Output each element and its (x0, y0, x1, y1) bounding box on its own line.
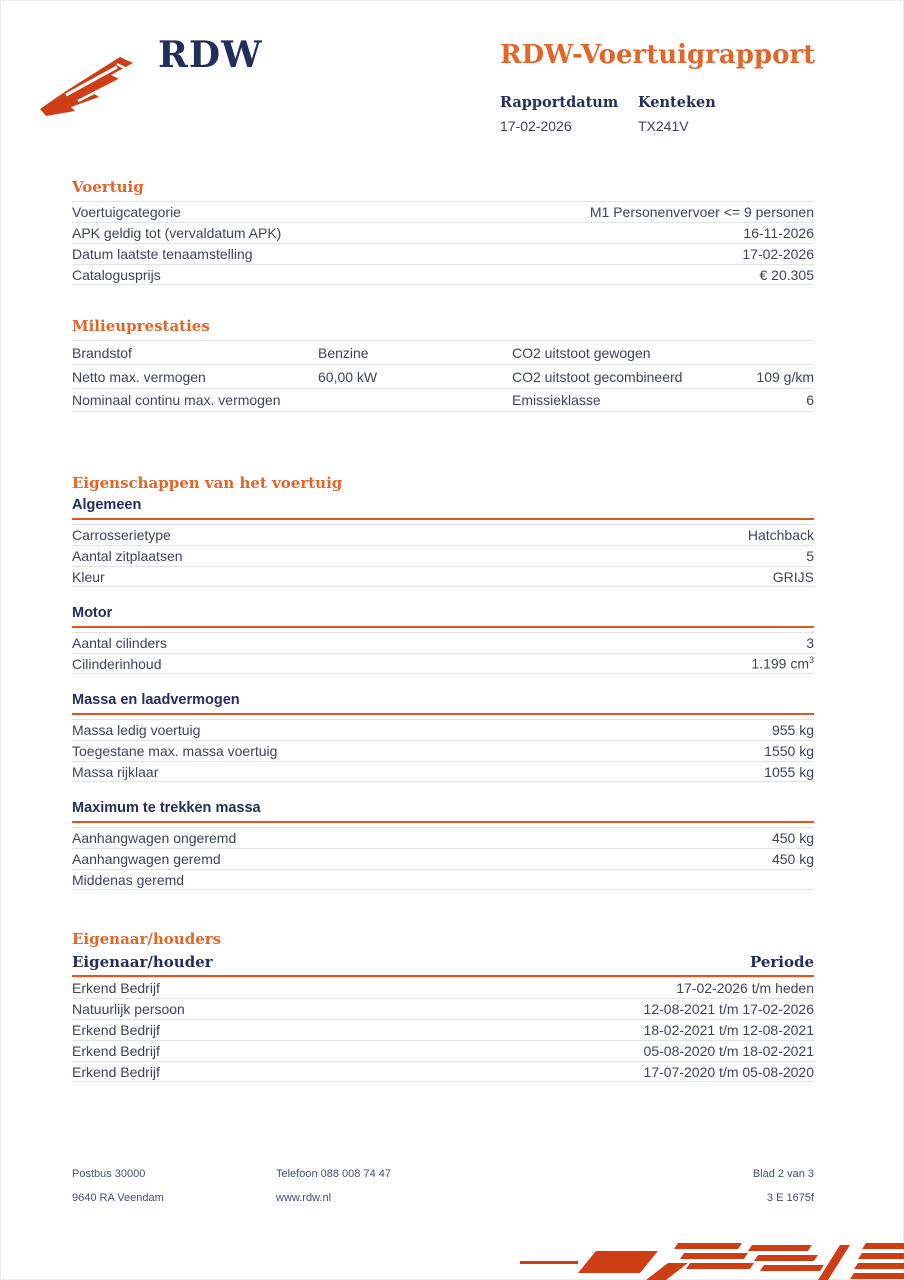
table-row (72, 848, 814, 869)
table-row (72, 364, 814, 388)
row-label: Voertuigcategorie (72, 204, 181, 220)
license-plate (638, 94, 776, 134)
section-heading: Eigenaar/houders (72, 930, 222, 948)
table-row (72, 977, 814, 998)
table-row (72, 761, 814, 782)
table-row (72, 264, 814, 285)
subsection-heading-massa: Massa en laadvermogen (72, 692, 814, 715)
table-row (72, 869, 814, 890)
row-label: Aantal cilinders (72, 635, 167, 651)
row-value: 450 kg (771, 830, 814, 846)
footer-phone: Telefoon 088 008 74 47 (276, 1168, 391, 1180)
row-value: € 20.305 (759, 266, 814, 283)
row-label: Nominaal continu max. vermogen (72, 392, 281, 408)
footer-website: www.rdw.nl (276, 1192, 332, 1204)
report-date-value: 17-02-2026 (500, 118, 572, 134)
section-heading: Milieuprestaties (72, 317, 210, 335)
owner-name: Natuurlijk persoon (72, 1001, 185, 1017)
table-row (72, 566, 814, 587)
owner-name: Erkend Bedrijf (72, 1063, 160, 1080)
footer-page-info (753, 1168, 814, 1216)
report-body (72, 178, 814, 1082)
subsection-heading-trekken-massa: Maximum te trekken massa (72, 800, 814, 823)
row-label: Aantal zitplaatsen (72, 548, 183, 564)
rdw-feather-logo-icon (38, 46, 138, 120)
table-row (72, 524, 814, 545)
section-milieuprestaties (72, 317, 814, 412)
table-row (72, 388, 814, 412)
subsection-heading-motor: Motor (72, 605, 814, 628)
rdw-wordmark: RDW (158, 34, 263, 76)
table-row (72, 1061, 814, 1082)
row-value: M1 Personenvervoer <= 9 personen (589, 204, 814, 220)
report-date-label: Rapportdatum (500, 94, 619, 111)
row-label: Aanhangwagen ongeremd (72, 830, 237, 846)
footer-address (72, 1168, 164, 1216)
row-value: 109 g/km (756, 368, 814, 385)
table-row (72, 998, 814, 1019)
row-label: Toegestane max. massa voertuig (72, 743, 278, 759)
section-heading: Voertuig (72, 178, 144, 196)
row-label: Cilinderinhoud (72, 655, 162, 672)
section-eigenaar-houders (72, 930, 814, 1082)
page-footer (72, 1168, 814, 1216)
owners-table-header (72, 953, 814, 977)
table-row (72, 201, 814, 222)
owner-name: Erkend Bedrijf (72, 1043, 160, 1059)
row-value: 1.199 $cm^3$ (751, 655, 814, 672)
table-row (72, 340, 814, 364)
row-label: Carrosserietype (72, 527, 171, 543)
row-value: 1055 kg (764, 763, 814, 780)
owner-period: 17-07-2020 t/m 05-08-2020 (643, 1063, 814, 1080)
row-label: CO2 uitstoot gecombineerd (512, 368, 683, 385)
table-row (72, 1019, 814, 1040)
row-value: 450 kg (771, 851, 814, 867)
row-label: Massa ledig voertuig (72, 722, 201, 738)
table-row (72, 653, 814, 674)
table-row (72, 827, 814, 848)
column-header-owner: Eigenaar/houder (72, 953, 213, 971)
footer-contact (276, 1168, 391, 1216)
page-title: RDW-Voertuigrapport (500, 40, 816, 70)
owner-period: 17-02-2026 t/m heden (676, 980, 814, 996)
license-plate-value: TX241V (638, 118, 689, 134)
superscript: 3 (808, 655, 814, 666)
report-meta (500, 94, 776, 134)
row-value: 6 (806, 392, 814, 408)
subsection-heading-algemeen: Algemeen (72, 497, 814, 520)
section-heading: Eigenschappen van het voertuig (72, 474, 343, 492)
row-value: 1550 kg (764, 743, 814, 759)
row-value: 955 kg (771, 722, 814, 738)
owner-name: Erkend Bedrijf (72, 980, 160, 996)
row-value: GRIJS (772, 568, 814, 585)
row-value: 17-02-2026 (742, 246, 814, 262)
table-row (72, 545, 814, 566)
row-label: CO2 uitstoot gewogen (512, 344, 651, 361)
row-value: Hatchback (747, 527, 814, 543)
row-value: 60,00 kW (318, 368, 378, 385)
row-value: 3 (806, 635, 814, 651)
table-row (72, 1040, 814, 1061)
section-voertuig (72, 178, 814, 285)
row-label: Datum laatste tenaamstelling (72, 246, 253, 262)
table-row (72, 719, 814, 740)
owner-period: 05-08-2020 t/m 18-02-2021 (643, 1043, 814, 1059)
section-eigenschappen (72, 474, 814, 890)
row-label: Emissieklasse (512, 392, 601, 408)
row-value: 5 (806, 548, 814, 564)
table-row (72, 632, 814, 653)
row-label: APK geldig tot (vervaldatum APK) (72, 225, 282, 241)
row-label: Massa rijklaar (72, 763, 159, 780)
footer-doc-code: 3 E 1675f (766, 1192, 814, 1204)
table-row (72, 222, 814, 243)
license-plate-label: Kenteken (638, 94, 716, 111)
table-row (72, 740, 814, 761)
column-header-period: Periode (749, 953, 814, 971)
footer-address-line1: Postbus 30000 (72, 1168, 146, 1180)
row-label: Kleur (72, 568, 105, 585)
report-date (500, 94, 638, 134)
rdw-speedlines-graphic (520, 1238, 904, 1280)
row-value: Benzine (318, 344, 369, 361)
row-label: Netto max. vermogen (72, 368, 206, 385)
owner-period: 12-08-2021 t/m 17-02-2026 (643, 1001, 814, 1017)
footer-address-line2: 9640 RA Veendam (72, 1192, 164, 1204)
row-label: Catalogusprijs (72, 266, 161, 283)
owner-period: 18-02-2021 t/m 12-08-2021 (643, 1022, 814, 1038)
owner-name: Erkend Bedrijf (72, 1022, 160, 1038)
table-row (72, 243, 814, 264)
row-value: 16-11-2026 (743, 225, 814, 241)
footer-page-indicator: Blad 2 van 3 (752, 1168, 814, 1180)
row-label: Aanhangwagen geremd (72, 851, 221, 867)
row-label: Brandstof (72, 344, 132, 361)
row-label: Middenas geremd (72, 871, 185, 888)
